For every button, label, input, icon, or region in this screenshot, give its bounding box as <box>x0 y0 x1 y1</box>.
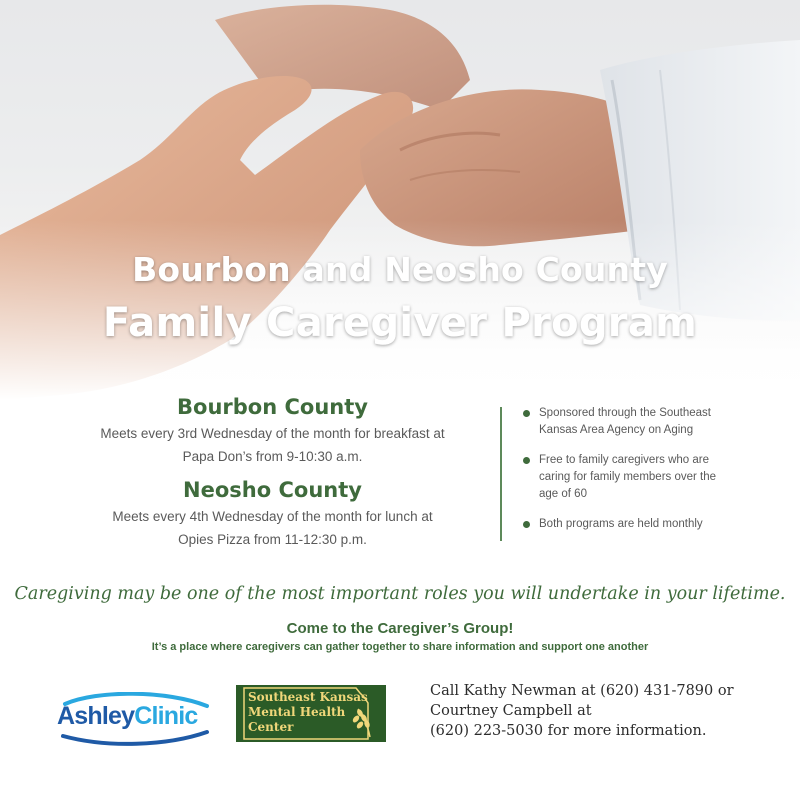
program-facts-list <box>523 405 728 546</box>
contact-line: Courtney Campbell at <box>430 703 592 719</box>
contact-line: Call Kathy Newman at (620) 431-7890 or <box>430 683 734 699</box>
contact-info <box>430 681 760 741</box>
vertical-divider <box>500 407 502 541</box>
contact-line: (620) 223-5030 for more information. <box>430 723 707 739</box>
county-schedule <box>70 422 475 468</box>
county-schedule-line: Opies Pizza from 11-12:30 p.m. <box>178 532 367 547</box>
county-heading: Neosho County <box>183 478 362 502</box>
county-schedule <box>70 505 475 551</box>
logo-text-line: Southeast Kansas <box>248 690 368 704</box>
tagline: Caregiving may be one of the most important roles you will undertake in your lifetime. <box>14 584 786 604</box>
ashley-clinic-logo <box>57 692 217 748</box>
bullet-dot-icon <box>523 457 530 464</box>
ashley-clinic-wordmark <box>57 702 197 731</box>
logo-text-line: Mental Health <box>248 705 346 719</box>
logo-text-line: Center <box>248 720 294 734</box>
logo-text-ashley: Ashley <box>57 702 135 730</box>
county-schedule-line: Meets every 4th Wednesday of the month for lunch at <box>112 509 433 524</box>
county-schedule-line: Meets every 3rd Wednesday of the month for breakfast at <box>100 426 445 441</box>
sekmhc-logo <box>236 685 386 742</box>
cta-heading: Come to the Caregiver’s Group! <box>286 620 514 637</box>
bourbon-county-section <box>70 395 475 468</box>
title-line-1: Bourbon and Neosho County <box>132 250 668 289</box>
neosho-county-section <box>70 478 475 551</box>
list-item-text: Sponsored through the Southeast Kansas Area Agency on Aging <box>539 407 711 436</box>
list-item <box>523 452 728 503</box>
logo-text-clinic: Clinic <box>134 702 198 730</box>
title-line-2: Family Caregiver Program <box>102 300 698 346</box>
bullet-dot-icon <box>523 521 530 528</box>
county-schedule-line: Papa Don’s from 9-10:30 a.m. <box>182 449 363 464</box>
list-item-text: Free to family caregivers who are caring for family members over the age of 60 <box>539 454 717 500</box>
bullet-dot-icon <box>523 410 530 417</box>
sekmhc-wordmark <box>248 690 368 735</box>
list-item <box>523 405 728 439</box>
cta-subtext: It’s a place where caregivers can gather together to share information and support one another <box>151 641 649 653</box>
list-item <box>523 516 728 533</box>
list-item-text: Both programs are held monthly <box>539 518 703 530</box>
county-heading: Bourbon County <box>177 395 368 419</box>
